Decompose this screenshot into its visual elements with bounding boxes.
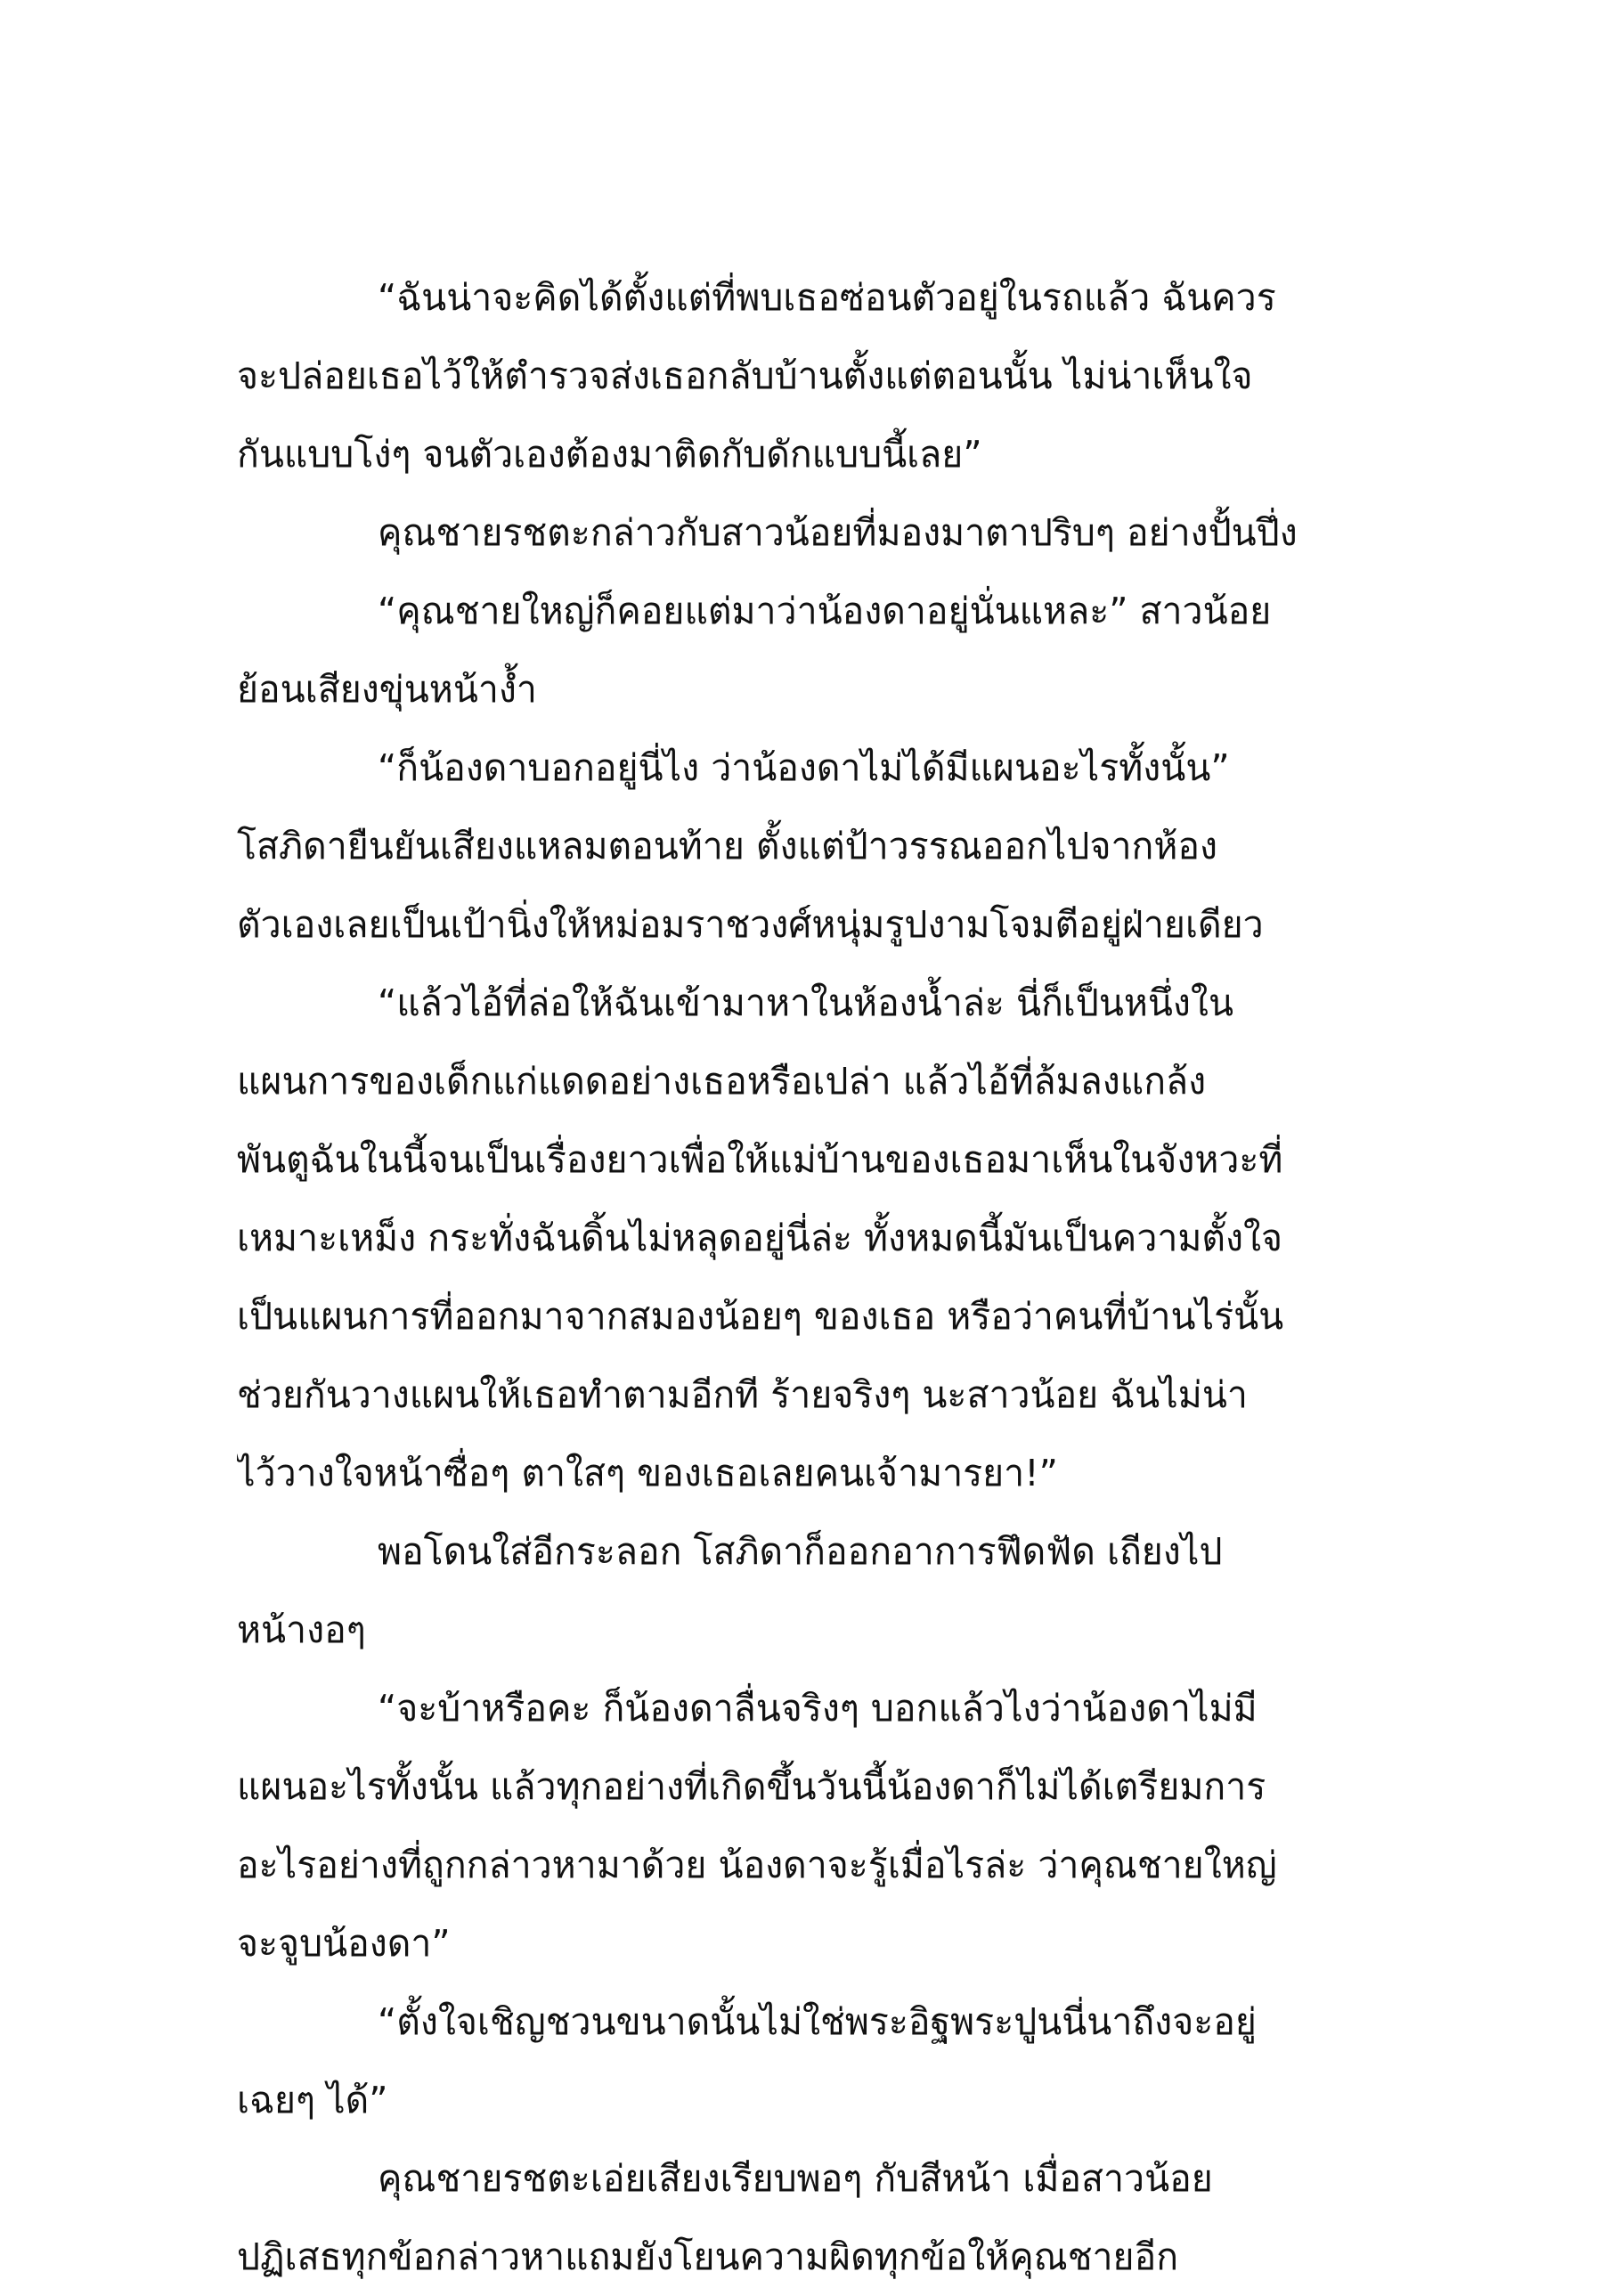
text-line: คุณชายรชตะกล่าวกับสาวน้อยที่มองมาตาปริบๆ อย่างปั้นปึ่ง <box>378 511 1298 554</box>
text-line: เหมาะเหม็ง กระทั่งฉันดิ้นไม่หลุดอยู่นี่ล่ะ ทั้งหมดนี้มันเป็นความตั้งใจ <box>237 1217 1283 1259</box>
text-line: “จะบ้าหรือคะ ก็น้องดาลื่นจริงๆ บอกแล้วไงว่าน้องดาไม่มี <box>378 1687 1258 1730</box>
text-line: อะไรอย่างที่ถูกกล่าวหามาด้วย น้องดาจะรู้เมื่อไรล่ะ ว่าคุณชายใหญ่ <box>237 1844 1277 1886</box>
text-line: ปฏิเสธทุกข้อกล่าวหาแถมยังโยนความผิดทุกข้อให้คุณชายอีก <box>237 2235 1179 2278</box>
text-line: “แล้วไอ้ที่ล่อให้ฉันเข้ามาหาในห้องนํ้าล่ะ นี่ก็เป็นหนึ่งใน <box>378 981 1233 1024</box>
text-line: เฉยๆ ได้” <box>237 2079 388 2121</box>
body-text <box>237 258 1350 2296</box>
text-line: “ตั้งใจเชิญชวนขนาดนั้นไม่ใช่พระอิฐพระปูนนี่นาถึงจะอยู่ <box>378 2000 1257 2043</box>
text-line: พอโดนใส่อีกระลอก โสภิดาก็ออกอาการฟึดฟัด เถียงไป <box>378 1530 1223 1573</box>
text-line: จะจูบน้องดา” <box>237 1922 451 1965</box>
text-line: คุณชายรชตะเอ่ยเสียงเรียบพอๆ กับสีหน้า เมื่อสาวน้อย <box>378 2157 1213 2200</box>
text-line: ย้อนเสียงขุ่นหน้างํ้า <box>237 668 537 711</box>
text-line: “คุณชายใหญ่ก็คอยแต่มาว่าน้องดาอยู่นั่นแหละ” สาวน้อย <box>378 590 1272 632</box>
text-line: หน้างอๆ <box>237 1608 366 1651</box>
text-line: เป็นแผนการที่ออกมาจากสมองน้อยๆ ของเธอ หรือว่าคนที่บ้านไร่นั้น <box>237 1295 1284 1338</box>
text-line: จะปล่อยเธอไว้ให้ตำรวจส่งเธอกลับบ้านตั้งแต่ตอนนั้น ไม่น่าเห็นใจ <box>237 354 1253 397</box>
text-line: โสภิดายืนยันเสียงแหลมตอนท้าย ตั้งแต่ป้าวรรณออกไปจากห้อง <box>237 825 1217 867</box>
text-line: แผนอะไรทั้งนั้น แล้วทุกอย่างที่เกิดขึ้นวันนี้น้องดาก็ไม่ได้เตรียมการ <box>237 1765 1266 1808</box>
text-line: แผนการของเด็กแก่แดดอย่างเธอหรือเปล่า แล้วไอ้ที่ล้มลงแกล้ง <box>237 1060 1207 1103</box>
text-line: “ก็น้องดาบอกอยู่นี่ไง ว่าน้องดาไม่ได้มีแผนอะไรทั้งนั้น” <box>378 746 1230 789</box>
text-line: พันตูฉันในนี้จนเป็นเรื่องยาวเพื่อให้แม่บ้านของเธอมาเห็นในจังหวะที่ <box>237 1138 1283 1181</box>
text-line: ช่วยกันวางแผนให้เธอทำตามอีกที ร้ายจริงๆ นะสาวน้อย ฉันไม่น่า <box>237 1373 1248 1416</box>
text-line: ตัวเองเลยเป็นเป้านิ่งให้หม่อมราชวงศ์หนุ่มรูปงามโจมตีอยู่ฝ่ายเดียว <box>237 903 1264 946</box>
text-line: ไว้วางใจหน้าซื่อๆ ตาใสๆ ของเธอเลยคนเจ้ามารยา!” <box>237 1452 1058 1494</box>
text-line: กันแบบโง่ๆ จนตัวเองต้องมาติดกับดักแบบนี้เลย” <box>237 433 982 476</box>
text-line: “ฉันน่าจะคิดได้ตั้งแต่ที่พบเธอซ่อนตัวอยู่ในรถแล้ว ฉันควร <box>378 276 1276 319</box>
